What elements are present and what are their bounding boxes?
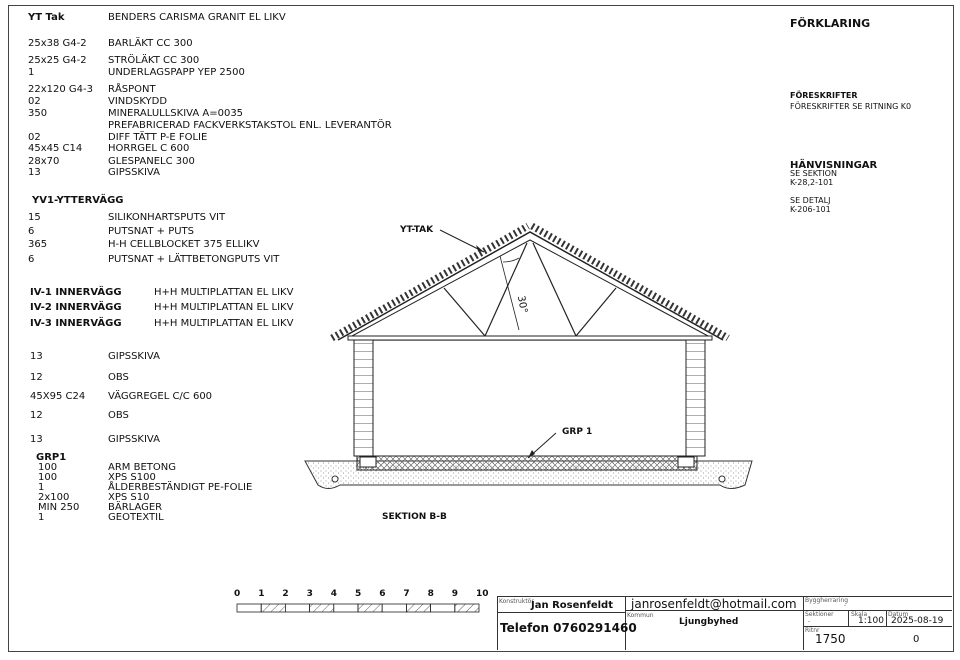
scale-segment [455, 604, 479, 612]
scale-segment [310, 604, 334, 612]
spec-code: 13 [30, 351, 43, 362]
spec-code: 100 [38, 472, 58, 483]
skala-value: 1:100 [858, 616, 884, 626]
spec-description: VINDSKYDD [108, 96, 168, 107]
drain-pipe [719, 476, 725, 482]
bottom-chord [348, 336, 712, 340]
spec-code: 12 [30, 410, 43, 421]
roof-label: YT-TAK [400, 225, 434, 235]
spec-description: UNDERLAGSPAPP YEP 2500 [108, 67, 245, 78]
truss-web [485, 243, 527, 336]
foreskrifter-heading: FÖRESKRIFTER [790, 91, 858, 100]
outer-wall-left [354, 340, 373, 456]
spec-code: 1 [38, 482, 45, 493]
scale-segment [334, 604, 358, 612]
slab-edge-left [360, 457, 376, 467]
slab-edge-right [678, 457, 694, 467]
spec-code: 2x100 [38, 492, 70, 503]
spec-code: 22x120 G4-3 [28, 84, 93, 95]
revision: 0 [913, 634, 920, 645]
spec-description: ARM BETONG [108, 462, 176, 473]
byggherre-value: - [844, 602, 847, 609]
scale-tick-label: 3 [306, 589, 313, 599]
spec-code: MIN 250 [38, 502, 80, 513]
spec-code: 6 [28, 226, 35, 237]
scale-tick-label: 10 [476, 589, 489, 599]
spec-code: 12 [30, 372, 43, 383]
hanvisning-line: K-28,2-101 [790, 178, 834, 187]
truss-web [576, 288, 616, 336]
spec-description: H-H CELLBLOCKET 375 ELLIKV [108, 239, 260, 250]
spec-description: PUTSNAT + PUTS [108, 226, 195, 237]
spec-description: GEOTEXTIL [108, 512, 164, 523]
skala-label: Skala [851, 611, 868, 618]
spec-code: 25x38 G4-2 [28, 38, 87, 49]
spec-description: BARLÄKT CC 300 [108, 38, 193, 49]
scale-tick-label: 8 [427, 589, 434, 599]
konstruktor-label: Konstruktör [499, 598, 534, 605]
scale-tick-label: 1 [258, 589, 265, 599]
grp-label: GRP 1 [562, 427, 593, 437]
scale-tick-label: 9 [451, 589, 459, 599]
spec-description: STRÖLÄKT CC 300 [108, 55, 200, 66]
telefon: Telefon 0760291460 [500, 621, 637, 635]
spec-description: GIPSSKIVA [108, 351, 160, 362]
scale-segment [431, 604, 455, 612]
drain-pipe [332, 476, 338, 482]
spec-description: RÅSPONT [108, 84, 156, 95]
spec-description: XPS S100 [108, 472, 156, 483]
roof-outline [338, 232, 723, 340]
roof-tiles-left [332, 226, 528, 338]
scale-tick-label: 6 [379, 589, 386, 599]
floor-slab [357, 456, 697, 470]
scale-segment [382, 604, 406, 612]
spec-code: IV-3 INNERVÄGG [30, 318, 122, 329]
datum-label: Datum [888, 611, 909, 618]
yt-tak-title: YT Tak [28, 12, 65, 23]
hanvisningar-heading: HÄNVISNINGAR [790, 160, 878, 171]
scale-tick-label: 7 [403, 589, 410, 599]
angle-label: 30° [514, 294, 529, 315]
scale-segment [261, 604, 285, 612]
spec-code: 13 [28, 167, 41, 178]
angle-arc [503, 258, 519, 262]
spec-description: GLESPANELC 300 [108, 156, 195, 167]
scale-segment [285, 604, 309, 612]
roof-tiles-right [532, 226, 728, 338]
spec-code: 100 [38, 462, 58, 473]
datum-value: 2025-08-19 [891, 616, 944, 626]
spec-code: 1 [38, 512, 45, 523]
spec-description: H+H MULTIPLATTAN EL LIKV [154, 287, 294, 298]
spec-code: 25x25 G4-2 [28, 55, 87, 66]
hanvisning-line: K-206-101 [790, 205, 831, 214]
foreskrifter-text: FÖRESKRIFTER SE RITNING K0 [790, 102, 912, 111]
spec-code: 13 [30, 434, 43, 445]
spec-code: 02 [28, 96, 41, 107]
sektioner-value: - [808, 618, 811, 625]
spec-description: HORRGEL C 600 [108, 143, 190, 154]
forklaring-heading: FÖRKLARING [790, 17, 871, 30]
spec-code: 15 [28, 212, 41, 223]
truss-web [533, 243, 576, 336]
spec-description: XPS S10 [108, 492, 150, 503]
kommun-label: Kommun [627, 612, 654, 619]
spec-code: 28x70 [28, 156, 60, 167]
kommun-name: Ljungbyhed [679, 617, 739, 627]
spec-code: 6 [28, 254, 35, 265]
spec-code: 45X95 C24 [30, 391, 86, 402]
konstruktor-name: Jan Rosenfeldt [531, 600, 613, 611]
spec-code: 1 [28, 67, 35, 78]
truss-web [444, 288, 485, 336]
hanvisning-line: SE SEKTION [790, 169, 837, 178]
spec-code: IV-1 INNERVÄGG [30, 287, 122, 298]
spec-description: OBS [108, 372, 129, 383]
spec-description: MINERALULLSKIVA A=0035 [108, 108, 244, 119]
spec-code: 350 [28, 108, 48, 119]
hanvisning-line: SE DETALJ [790, 196, 831, 205]
email: janrosenfeldt@hotmail.com [631, 597, 797, 611]
yt-tak-subtitle: BENDERS CARISMA GRANIT EL LIKV [108, 12, 286, 23]
byggherre-label: Byggherraring [805, 597, 849, 604]
ritnr-value: 1750 [815, 632, 846, 646]
spec-description: PUTSNAT + LÄTTBETONGPUTS VIT [108, 254, 280, 265]
scale-bar [237, 604, 479, 612]
spec-description: H+H MULTIPLATTAN EL LIKV [154, 318, 294, 329]
spec-code: 45x45 C14 [28, 143, 83, 154]
spec-description: GIPSSKIVA [108, 434, 160, 445]
spec-description: PREFABRICERAD FACKVERKSTAKSTOL ENL. LEVERANTÖR [108, 120, 392, 131]
scale-tick-label: 2 [282, 589, 289, 599]
spec-description: BÄRLAGER [108, 502, 163, 513]
spec-code: 365 [28, 239, 48, 250]
outer-wall-right [686, 340, 705, 456]
ritnr-label: Ritnr [805, 627, 820, 634]
spec-code: 02 [28, 132, 41, 143]
section-title: SEKTION B-B [382, 512, 447, 522]
spec-description: VÄGGREGEL C/C 600 [108, 391, 213, 402]
scale-segment [358, 604, 382, 612]
yv1-title: YV1-YTTERVÄGG [32, 195, 124, 206]
roof-inner [352, 240, 708, 336]
roof-truss [332, 226, 728, 340]
scale-tick-label: 0 [234, 589, 241, 599]
scale-tick-label: 4 [330, 589, 338, 599]
spec-description: H+H MULTIPLATTAN EL LIKV [154, 302, 294, 313]
scale-segment [237, 604, 261, 612]
spec-description: GIPSSKIVA [108, 167, 160, 178]
spec-description: ÅLDERBESTÄNDIGT PE-FOLIE [108, 482, 253, 493]
grp1-title: GRP1 [36, 452, 67, 463]
scale-tick-label: 5 [355, 589, 362, 599]
scale-segment [406, 604, 430, 612]
spec-description: SILIKONHARTSPUTS VIT [108, 212, 226, 223]
spec-description: OBS [108, 410, 129, 421]
spec-code: IV-2 INNERVÄGG [30, 302, 122, 313]
spec-description: DIFF TÄTT P-E FOLIE [108, 132, 208, 143]
sektioner-label: Sektioner [805, 611, 834, 618]
